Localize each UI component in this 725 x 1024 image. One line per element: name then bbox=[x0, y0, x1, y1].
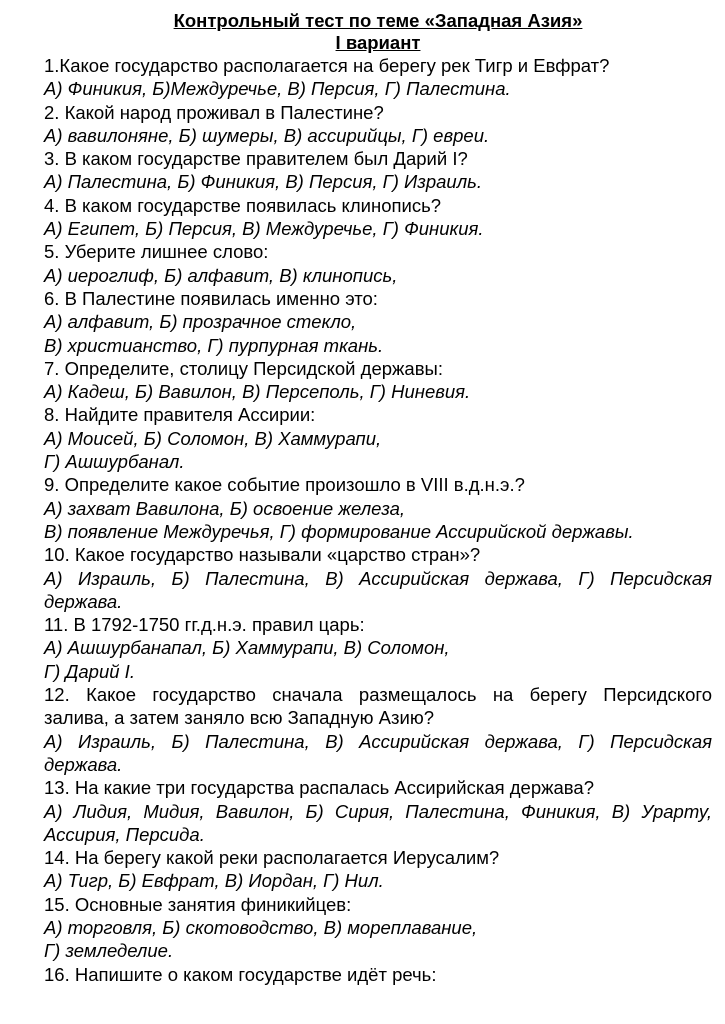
answer-line: держава. bbox=[44, 590, 123, 612]
question-line: 15. Основные занятия финикийцев: bbox=[44, 893, 352, 915]
answer-line: А) Палестина, Б) Финикия, В) Персия, Г) Израиль. bbox=[44, 171, 483, 193]
variant-label: I вариант bbox=[335, 32, 421, 53]
test-page bbox=[44, 10, 712, 986]
answer-line: А) Египет, Б) Персия, В) Междуречье, Г) Финикия. bbox=[44, 218, 484, 240]
question-line: 4. В каком государстве появилась клинопись? bbox=[44, 194, 442, 216]
answer-line: Г) земледелие. bbox=[44, 940, 174, 962]
answer-line: Ассирия, Персида. bbox=[44, 823, 205, 845]
answer-line: А) алфавит, Б) прозрачное стекло, bbox=[44, 311, 357, 333]
answer-line: А) Финикия, Б)Междуречье, В) Персия, Г) Палестина. bbox=[44, 78, 511, 100]
answer-line: держава. bbox=[44, 753, 123, 775]
answer-line: А) торговля, Б) скотоводство, В) мореплавание, bbox=[44, 916, 478, 938]
answer-line: А) Лидия, Мидия, Вавилон, Б) Сирия, Палестина, Финикия, В) Урарту, bbox=[44, 800, 712, 822]
question-line: залива, а затем заняло всю Западную Азию? bbox=[44, 707, 434, 729]
answer-line: А) Израиль, Б) Палестина, В) Ассирийская держава, Г) Персидская bbox=[44, 730, 712, 752]
page-title: Контрольный тест по теме «Западная Азия» bbox=[173, 10, 583, 31]
answer-line: А) вавилоняне, Б) шумеры, В) ассирийцы, Г) евреи. bbox=[44, 124, 490, 146]
question-line: 11. В 1792-1750 гг.д.н.э. правил царь: bbox=[44, 614, 365, 636]
answer-line: А) Моисей, Б) Соломон, В) Хаммурапи, bbox=[44, 427, 382, 449]
answer-line: А) захват Вавилона, Б) освоение железа, bbox=[44, 497, 406, 519]
question-line: 14. На берегу какой реки располагается Иерусалим? bbox=[44, 847, 500, 869]
answer-line: В) появление Междуречья, Г) формирование Ассирийской державы. bbox=[44, 520, 634, 542]
answer-line: А) Тигр, Б) Евфрат, В) Иордан, Г) Нил. bbox=[44, 870, 384, 892]
question-line: 3. В каком государстве правителем был Дарий I? bbox=[44, 148, 468, 170]
answer-line: А) Ашшурбанапал, Б) Хаммурапи, В) Соломон, bbox=[44, 637, 450, 659]
question-line: 6. В Палестине появилась именно это: bbox=[44, 287, 378, 309]
question-line: 10. Какое государство называли «царство стран»? bbox=[44, 544, 481, 566]
answer-line: А) Кадеш, Б) Вавилон, В) Персеполь, Г) Ниневия. bbox=[44, 381, 471, 403]
question-line: 5. Уберите лишнее слово: bbox=[44, 241, 269, 263]
answer-line: А) иероглиф, Б) алфавит, В) клинопись, bbox=[44, 264, 398, 286]
question-line: 1.Какое государство располагается на берегу рек Тигр и Евфрат? bbox=[44, 55, 610, 76]
answer-line: В) христианство, Г) пурпурная ткань. bbox=[44, 334, 384, 356]
answer-line: Г) Дарий I. bbox=[44, 660, 135, 682]
question-line: 2. Какой народ проживал в Палестине? bbox=[44, 101, 384, 123]
answer-line: А) Израиль, Б) Палестина, В) Ассирийская держава, Г) Персидская bbox=[44, 567, 712, 589]
question-line: 16. Напишите о каком государстве идёт речь: bbox=[44, 963, 437, 985]
question-line: 12. Какое государство сначала размещалось на берегу Персидского bbox=[44, 684, 712, 706]
question-line: 8. Найдите правителя Ассирии: bbox=[44, 404, 316, 426]
question-list bbox=[44, 54, 712, 986]
answer-line: Г) Ашшурбанал. bbox=[44, 451, 185, 473]
question-line: 7. Определите, столицу Персидской державы: bbox=[44, 357, 443, 379]
question-line: 9. Определите какое событие произошло в VIII в.д.н.э.? bbox=[44, 474, 525, 496]
question-line: 13. На какие три государства распалась Ассирийская держава? bbox=[44, 777, 594, 799]
